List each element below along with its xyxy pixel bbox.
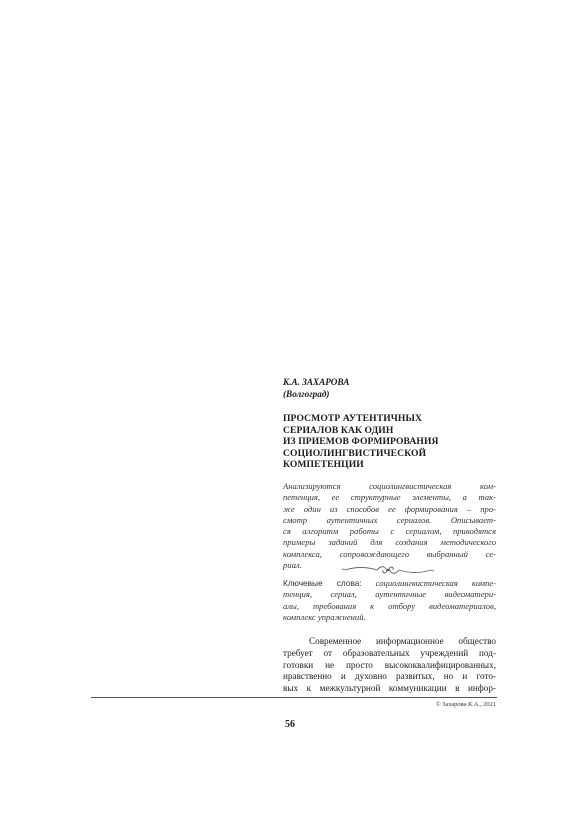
copyright-notice: © Захарова К.А., 2021 [435, 701, 496, 708]
title-line: ПРОСМОТР АУТЕНТИЧНЫХ [283, 413, 423, 424]
title-line: СЕРИАЛОВ КАК ОДИН [283, 424, 394, 436]
page-number: 56 [285, 719, 295, 730]
title-line: СОЦИОЛИНГВИСТИЧЕСКОЙ [283, 447, 427, 459]
abstract-line: петенция, ее структурные элементы, а так- [283, 492, 496, 503]
footnote-divider [91, 697, 497, 698]
author-city: (Волгоград) [283, 388, 330, 399]
body-line: готовки не просто высококвалифицированных, [283, 659, 496, 670]
keywords-text: комплекс упражнений. [283, 611, 366, 622]
body-paragraph [283, 636, 496, 695]
abstract-line: примеры заданий для создания методического [283, 537, 496, 548]
keywords-text: алы, требования к отбору видеоматериалов, [283, 600, 496, 611]
keywords-text: тенция, сериал, аутентичные видеоматери- [283, 589, 496, 600]
keywords-block [283, 578, 496, 623]
title-line: КОМПЕТЕНЦИИ [283, 459, 364, 471]
title-line: ИЗ ПРИЕМОВ ФОРМИРОВАНИЯ [283, 436, 439, 448]
keywords-text: социолингвистическая компе- [361, 578, 496, 588]
body-line: вых к межкультурной коммуникации в инфор- [283, 683, 496, 694]
abstract-line: Анализируются социолингвистическая ком- [283, 481, 496, 491]
body-line: нравственно и духовно развитых, но и гото- [283, 671, 496, 682]
body-line: требует от образовательных учреждений под- [283, 647, 496, 658]
article-title [283, 413, 496, 471]
abstract-line: ся алгоритм работы с сериалом, приводятся [283, 526, 496, 537]
body-line: Современное информационное общество [309, 636, 496, 646]
author-name: К.А. ЗАХАРОВА [283, 377, 350, 387]
abstract-line: комплекса, сопровождающего выбранный се- [283, 548, 496, 559]
ornament-divider-icon [341, 563, 435, 577]
abstract-line: смотр аутентичных сериалов. Описывает- [283, 514, 496, 525]
author-block [283, 377, 496, 400]
abstract-line: же один из способов ее формирования – про- [283, 503, 496, 514]
keywords-label: Ключевые слова: [283, 578, 362, 588]
abstract-line: риал. [283, 560, 302, 571]
abstract [283, 481, 496, 571]
